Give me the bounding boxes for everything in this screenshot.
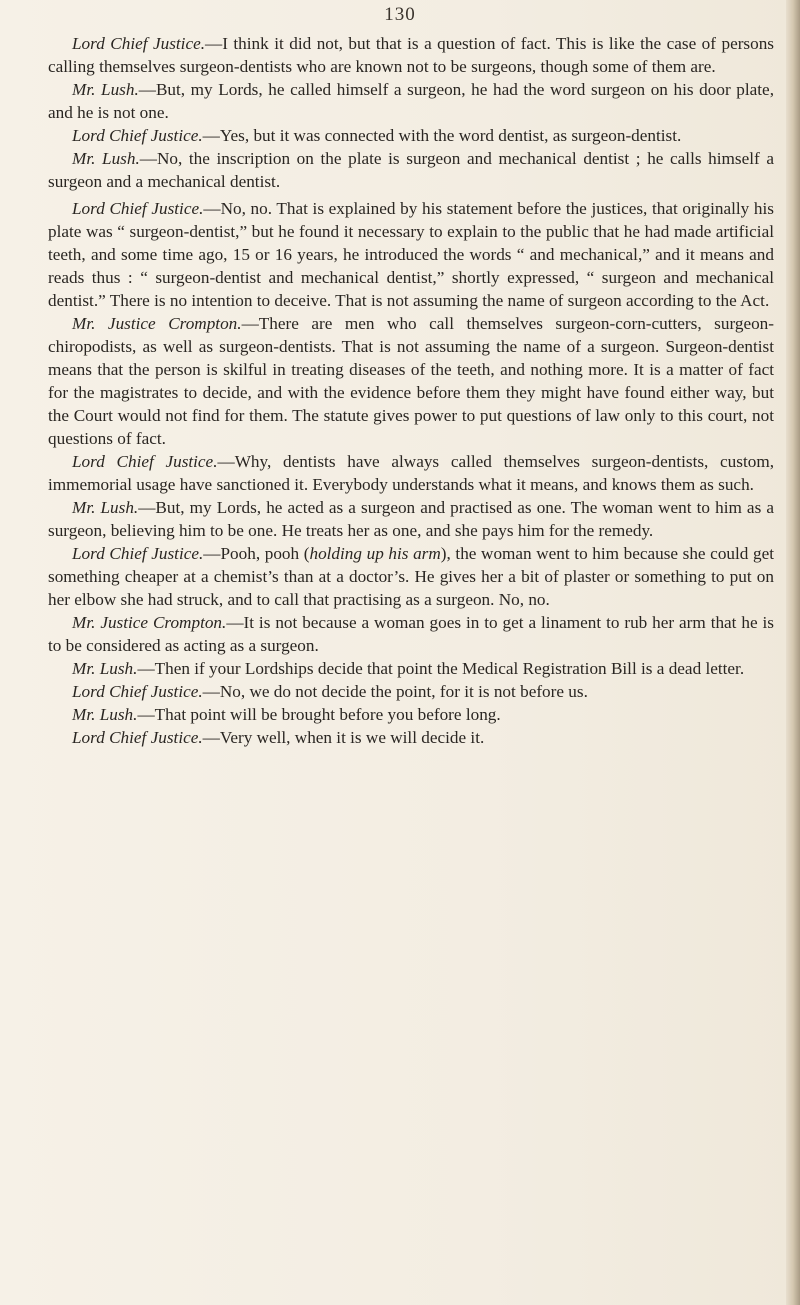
paragraph <box>48 542 774 611</box>
speaker: Mr. Lush. <box>72 705 138 724</box>
speaker: Mr. Lush. <box>72 80 139 99</box>
paragraph <box>48 78 774 124</box>
speaker: Mr. Justice Crompton. <box>72 613 227 632</box>
speaker: Mr. Lush. <box>72 149 140 168</box>
speech: —Why, dentists have always called themselves surgeon-dentists, custom, immemorial usage have sanctioned it. Everybody understands what it means, and knows them as such. <box>48 452 774 494</box>
paragraph <box>48 496 774 542</box>
speaker: Lord Chief Justice. <box>72 34 206 53</box>
page-body <box>48 32 774 749</box>
speaker: Lord Chief Justice. <box>72 199 204 218</box>
speech: —No, the inscription on the plate is surgeon and mechanical dentist ; he calls himself a surgeon and a mechanical dentist. <box>48 149 774 191</box>
speech: —Pooh, pooh ( <box>203 544 310 563</box>
paragraph <box>48 124 774 147</box>
speech: —But, my Lords, he called himself a surgeon, he had the word surgeon on his door plate, and he is not one. <box>48 80 774 122</box>
speaker: Mr. Lush. <box>72 659 138 678</box>
paragraph <box>48 312 774 450</box>
book-spine-edge <box>786 0 800 1305</box>
speaker: Mr. Lush. <box>72 498 139 517</box>
speech: —No, we do not decide the point, for it is not before us. <box>202 682 588 701</box>
paragraph <box>48 611 774 657</box>
speaker: Lord Chief Justice. <box>72 682 203 701</box>
paragraph <box>48 657 774 680</box>
paragraph <box>48 197 774 312</box>
paragraph <box>48 32 774 78</box>
paragraph <box>48 450 774 496</box>
speaker: Mr. Justice Crompton. <box>72 314 242 333</box>
paragraph <box>48 147 774 193</box>
speech: —Yes, but it was connected with the word dentist, as surgeon-dentist. <box>202 126 682 145</box>
speaker: Lord Chief Justice. <box>72 728 203 747</box>
speech: —Then if your Lordships decide that point the Medical Registration Bill is a dead letter. <box>137 659 745 678</box>
speech: —There are men who call themselves surgeon-corn-cutters, surgeon-chiropodists, as well as surgeon-dentists. That is not assuming the name of a surgeon. Surgeon-dentist means that the person is skilful in treating diseases of the teeth, and nothing more. It is a matter of fact for the magistrates to decide, and with the evidence before them they might have found either way, but the Court would not find for them. The statute gives power to put questions of law only to this court, not questions of fact. <box>48 314 774 448</box>
speech: —Very well, when it is we will decide it. <box>202 728 485 747</box>
speech: —No, no. That is explained by his statement before the justices, that originally his plate was “ surgeon-dentist,” but he found it necessary to explain to the public that he had made artificial teeth, and some time ago, 15 or 16 years, he introduced the words “ and mechanical,” and it means and reads thus : “ surgeon-dentist and mechanical dentist,” shortly expressed, “ surgeon and mechanical dentist.” There is no intention to deceive. That is not assuming the name of surgeon according to the Act. <box>48 199 774 310</box>
speech: —But, my Lords, he acted as a surgeon and practised as one. The woman went to him as a surgeon, believing him to be one. He treats her as one, and she pays him for the remedy. <box>48 498 774 540</box>
speaker: Lord Chief Justice. <box>72 452 218 471</box>
speech: —It is not because a woman goes in to get a linament to rub her arm that he is to be considered as acting as a surgeon. <box>48 613 774 655</box>
speech-continued: ), the woman went to him because she could get something cheaper at a chemist’s than at a doctor’s. He gives her a bit of plaster or something to put on her elbow she had struck, and to call that practising as a surgeon. No, no. <box>48 544 774 609</box>
paragraph <box>48 680 774 703</box>
paragraph <box>48 703 774 726</box>
paragraph <box>48 726 774 749</box>
speech: —I think it did not, but that is a question of fact. This is like the case of persons calling themselves surgeon-dentists who are known not to be surgeons, though some of them are. <box>48 34 774 76</box>
speaker: Lord Chief Justice. <box>72 544 204 563</box>
speaker: Lord Chief Justice. <box>72 126 203 145</box>
stage-direction: holding up his arm <box>309 544 441 563</box>
page-number: 130 <box>384 4 416 25</box>
speech: —That point will be brought before you before long. <box>137 705 501 724</box>
